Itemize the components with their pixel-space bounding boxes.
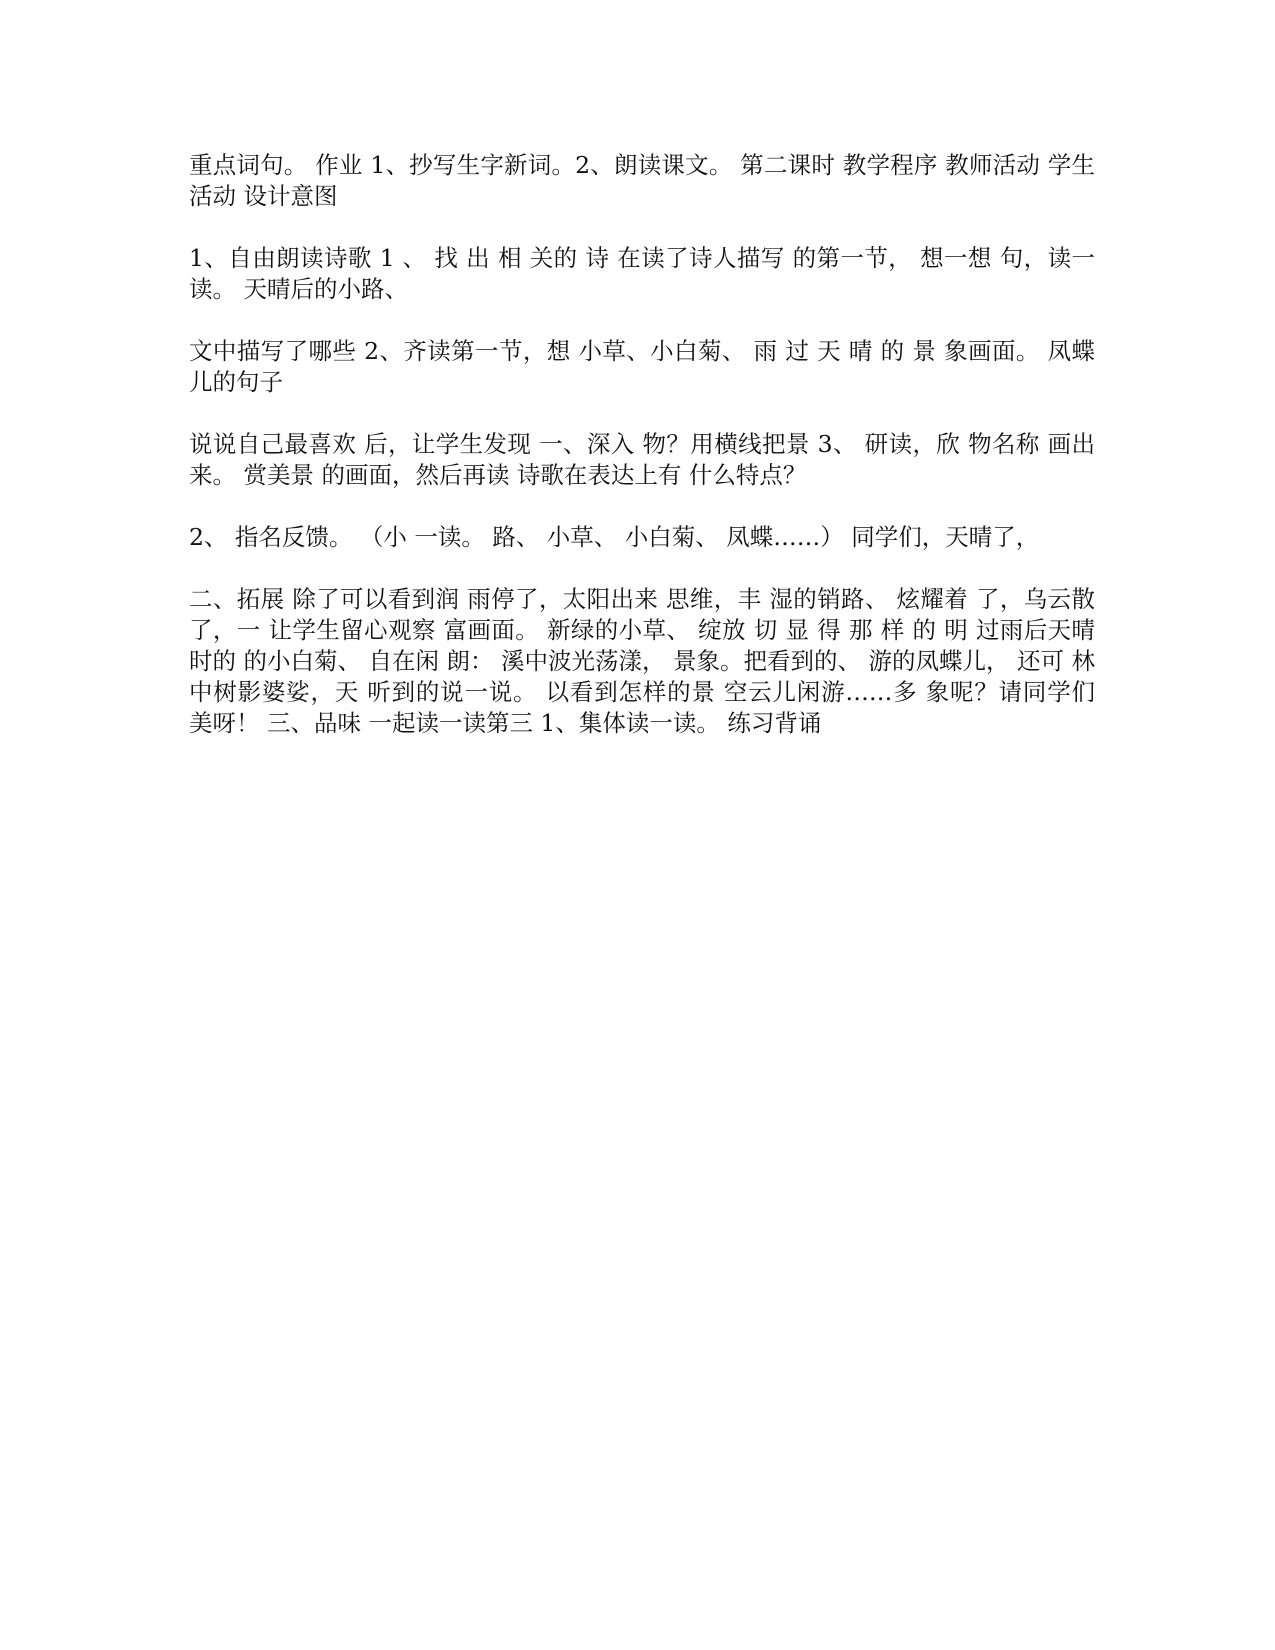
paragraph-1: 重点词句。 作业 1、抄写生字新词。2、朗读课文。 第二课时 教学程序 教师活动 学生活动 设计意图 (189, 151, 1095, 210)
paragraph-4: 说说自己最喜欢 后，让学生发现 一、深入 物？用横线把景 3、 研读，欣 物名称 画出来。 赏美景 的画面，然后再读 诗歌在表达上有 什么特点？ (189, 430, 1095, 489)
paragraph-3: 文中描写了哪些 2、齐读第一节，想 小草、小白菊、 雨 过 天 晴 的 景 象画面。 凤蝶儿的句子 (189, 337, 1095, 396)
paragraph-6: 二、拓展 除了可以看到润 雨停了，太阳出来 思维，丰 湿的销路、 炫耀着 了，乌云散了，一 让学生留心观察 富画面。 新绿的小草、 绽放 切 显 得 那 样 的 明 过雨后天晴时的 的小白菊、 自在闲 朗： 溪中波光荡漾， 景象。把看到的、 游的凤蝶儿， 还可 林中树影婆娑，天 听到的说一说。 以看到怎样的景 空云儿闲游……多 象呢？请同学们 美呀！ 三、品味 一起读一读第三 1、集体读一读。 练习背诵 (189, 585, 1095, 737)
document-page (189, 150, 1095, 770)
paragraph-5: 2、 指名反馈。 （小 一读。 路、 小草、 小白菊、 凤蝶……） 同学们，天晴了， (189, 523, 1040, 551)
paragraph-2: 1、自由朗读诗歌 1 、 找 出 相 关的 诗 在读了诗人描写 的第一节， 想一想 句，读一读。 天晴后的小路、 (189, 244, 1095, 303)
